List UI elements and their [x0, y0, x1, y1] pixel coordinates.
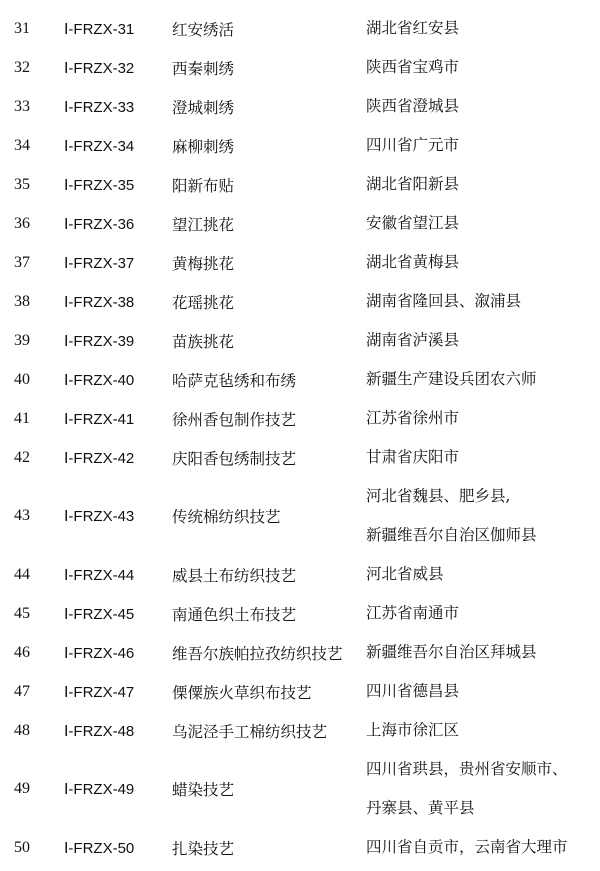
item-name: 扎染技艺	[172, 839, 235, 858]
item-code: Ⅰ-FRZX-45	[64, 605, 135, 623]
table-row	[0, 126, 600, 165]
item-location	[366, 828, 600, 867]
table-row	[0, 321, 600, 360]
row-number: 45	[14, 604, 30, 622]
row-number: 32	[14, 58, 30, 76]
item-name: 澄城刺绣	[172, 98, 235, 117]
item-name: 乌泥泾手工棉纺织技艺	[172, 722, 328, 741]
location-line: 甘肃省庆阳市	[366, 448, 460, 466]
row-number: 41	[14, 409, 30, 427]
item-location	[366, 399, 600, 438]
item-name: 望江挑花	[172, 215, 235, 234]
item-code: Ⅰ-FRZX-39	[64, 332, 135, 350]
item-code: Ⅰ-FRZX-48	[64, 722, 135, 740]
location-line: 丹寨县、黄平县	[366, 799, 475, 817]
location-line: 新疆维吾尔自治区伽师县	[366, 526, 537, 544]
item-name: 麻柳刺绣	[172, 137, 235, 156]
table-row	[0, 828, 600, 867]
row-number: 43	[14, 507, 30, 524]
table-row	[0, 672, 600, 711]
row-number: 42	[14, 448, 30, 466]
item-name: 哈萨克毡绣和布绣	[172, 371, 297, 390]
row-number: 37	[14, 253, 30, 271]
item-code: Ⅰ-FRZX-38	[64, 293, 135, 311]
table-row	[0, 165, 600, 204]
row-number: 39	[14, 331, 30, 349]
item-code: Ⅰ-FRZX-31	[64, 20, 135, 38]
table-row	[0, 87, 600, 126]
row-number: 47	[14, 682, 30, 700]
item-code: Ⅰ-FRZX-34	[64, 137, 135, 155]
item-code: Ⅰ-FRZX-50	[64, 839, 135, 857]
item-code: Ⅰ-FRZX-36	[64, 215, 135, 233]
location-line: 河北省魏县、肥乡县,	[366, 487, 511, 505]
item-code: Ⅰ-FRZX-42	[64, 449, 135, 467]
item-location	[366, 477, 600, 555]
location-line: 陕西省宝鸡市	[366, 58, 460, 76]
item-location	[366, 711, 600, 750]
location-line: 上海市徐汇区	[366, 721, 460, 739]
location-line: 江苏省南通市	[366, 604, 460, 622]
item-location	[366, 9, 600, 48]
item-location	[366, 750, 600, 828]
item-location	[366, 555, 600, 594]
item-code: Ⅰ-FRZX-33	[64, 98, 135, 116]
location-line: 江苏省徐州市	[366, 409, 460, 427]
row-number: 50	[14, 838, 30, 856]
item-name: 红安绣活	[172, 20, 235, 39]
item-code: Ⅰ-FRZX-32	[64, 59, 135, 77]
item-location	[366, 243, 600, 282]
table-row	[0, 633, 600, 672]
item-name: 维吾尔族帕拉孜纺织技艺	[172, 644, 343, 663]
item-location	[366, 165, 600, 204]
location-line: 湖南省泸溪县	[366, 331, 460, 349]
item-name: 傈僳族火草织布技艺	[172, 683, 312, 702]
item-code: Ⅰ-FRZX-46	[64, 644, 135, 662]
row-number: 46	[14, 643, 30, 661]
item-name: 花瑶挑花	[172, 293, 235, 312]
item-location	[366, 438, 600, 477]
item-location	[366, 594, 600, 633]
table-row	[0, 438, 600, 477]
item-code: Ⅰ-FRZX-44	[64, 566, 135, 584]
item-location	[366, 282, 600, 321]
location-line: 四川省珙县，贵州省安顺市、	[366, 760, 568, 778]
item-code: Ⅰ-FRZX-37	[64, 254, 135, 272]
table-row	[0, 360, 600, 399]
row-number: 48	[14, 721, 30, 739]
item-name: 蜡染技艺	[172, 781, 235, 799]
location-line: 新疆生产建设兵团农六师	[366, 370, 537, 388]
table-row	[0, 477, 600, 555]
location-line: 四川省德昌县	[366, 682, 460, 700]
table-body	[0, 9, 600, 867]
table-row	[0, 282, 600, 321]
row-number: 34	[14, 136, 30, 154]
item-location	[366, 126, 600, 165]
item-code: Ⅰ-FRZX-43	[64, 508, 135, 525]
row-number: 49	[14, 780, 30, 797]
row-number: 33	[14, 97, 30, 115]
table-row	[0, 9, 600, 48]
location-line: 湖北省红安县	[366, 19, 460, 37]
location-line: 四川省自贡市，云南省大理市	[366, 838, 568, 856]
table-row	[0, 555, 600, 594]
item-location	[366, 87, 600, 126]
item-location	[366, 360, 600, 399]
row-number: 31	[14, 19, 30, 37]
table-row	[0, 750, 600, 828]
table-row	[0, 399, 600, 438]
item-location	[366, 321, 600, 360]
row-number: 36	[14, 214, 30, 232]
row-number: 44	[14, 565, 30, 583]
location-line: 新疆维吾尔自治区拜城县	[366, 643, 537, 661]
table-row	[0, 243, 600, 282]
table-row	[0, 594, 600, 633]
location-line: 四川省广元市	[366, 136, 460, 154]
item-location	[366, 672, 600, 711]
item-name: 西秦刺绣	[172, 59, 235, 78]
item-name: 徐州香包制作技艺	[172, 410, 297, 429]
table-row	[0, 204, 600, 243]
row-number: 35	[14, 175, 30, 193]
item-location	[366, 204, 600, 243]
item-location	[366, 633, 600, 672]
item-code: Ⅰ-FRZX-35	[64, 176, 135, 194]
location-line: 湖北省阳新县	[366, 175, 460, 193]
item-name: 传统棉纺织技艺	[172, 508, 281, 526]
location-line: 湖北省黄梅县	[366, 253, 460, 271]
item-name: 庆阳香包绣制技艺	[172, 449, 297, 468]
table-row	[0, 711, 600, 750]
location-line: 陕西省澄城县	[366, 97, 460, 115]
item-name: 威县土布纺织技艺	[172, 566, 297, 585]
location-line: 湖南省隆回县、溆浦县	[366, 292, 522, 310]
item-name: 南通色织土布技艺	[172, 605, 297, 624]
location-line: 河北省威县	[366, 565, 444, 583]
location-line: 安徽省望江县	[366, 214, 460, 232]
item-code: Ⅰ-FRZX-49	[64, 781, 135, 798]
item-code: Ⅰ-FRZX-41	[64, 410, 135, 428]
item-location	[366, 48, 600, 87]
item-name: 阳新布贴	[172, 176, 235, 195]
heritage-list-table	[0, 9, 600, 867]
table-row	[0, 48, 600, 87]
item-code: Ⅰ-FRZX-47	[64, 683, 135, 701]
row-number: 38	[14, 292, 30, 310]
row-number: 40	[14, 370, 30, 388]
item-name: 黄梅挑花	[172, 254, 235, 273]
item-name: 苗族挑花	[172, 332, 235, 351]
item-code: Ⅰ-FRZX-40	[64, 371, 135, 389]
